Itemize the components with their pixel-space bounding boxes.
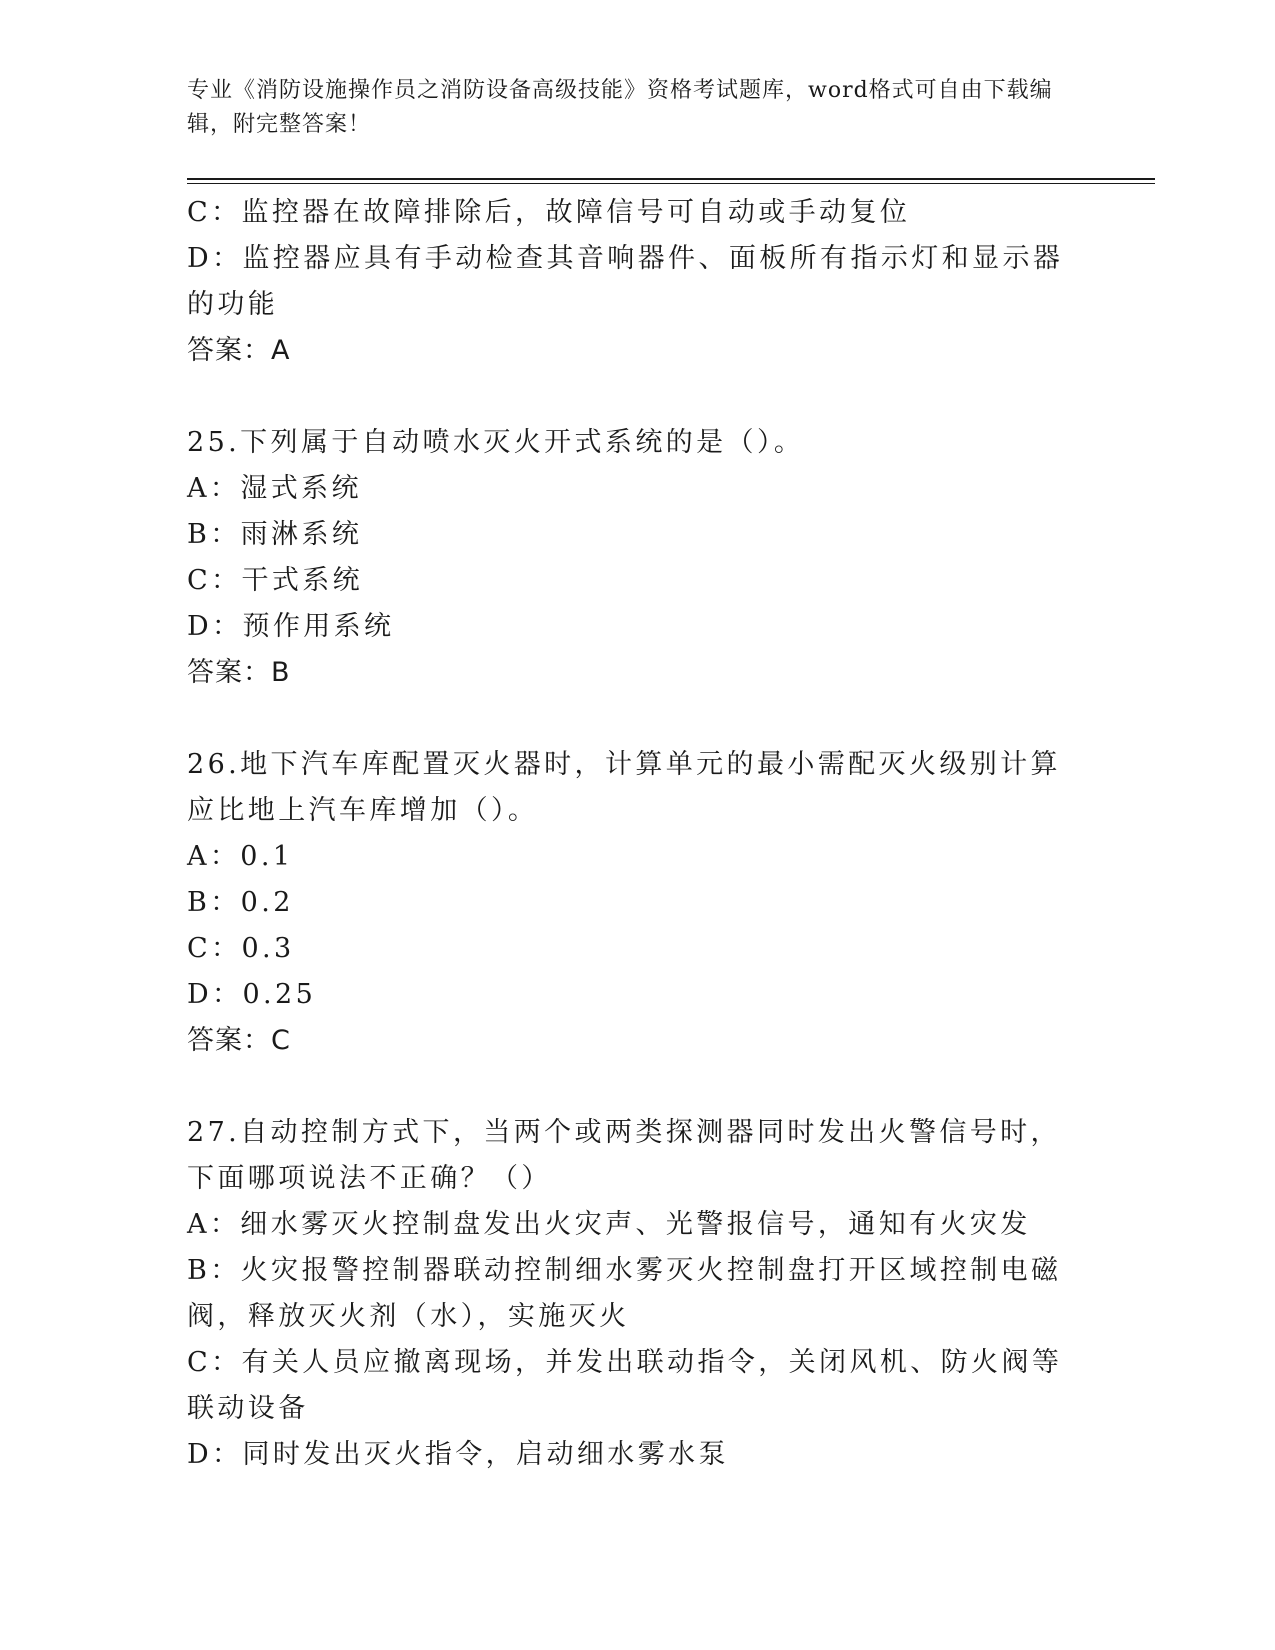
question-26-stem: 26.地下汽车库配置灭火器时，计算单元的最小需配灭火级别计算应比地上汽车库增加（）。 xyxy=(187,749,1061,826)
option-d: D：同时发出灭火指令，启动细水雾水泵 xyxy=(187,1439,729,1470)
option-c: C：监控器在故障排除后，故障信号可自动或手动复位 xyxy=(187,197,911,228)
header-rule-thick xyxy=(187,178,1155,180)
option-c: C：干式系统 xyxy=(187,565,364,596)
option-a: A：0.1 xyxy=(187,841,294,872)
question-content xyxy=(187,190,1067,1478)
question-27-stem: 27.自动控制方式下，当两个或两类探测器同时发出火警信号时，下面哪项说法不正确？（） xyxy=(187,1117,1061,1194)
answer-line: 答案：A xyxy=(187,335,291,366)
option-d: D：监控器应具有手动检查其音响器件、面板所有指示灯和显示器的功能 xyxy=(187,243,1064,320)
document-header: 专业《消防设施操作员之消防设备高级技能》资格考试题库，word格式可自由下载编辑，附完整答案！ xyxy=(187,78,1053,137)
option-a: A：细水雾灭火控制盘发出火灾声、光警报信号，通知有火灾发 xyxy=(187,1209,1031,1240)
question-27-block xyxy=(187,1110,1067,1478)
option-b: B：0.2 xyxy=(187,887,294,918)
previous-question-block xyxy=(187,190,1067,374)
option-d: D：预作用系统 xyxy=(187,611,395,642)
question-25-stem: 25.下列属于自动喷水灭火开式系统的是（）。 xyxy=(187,427,805,458)
answer-line: 答案：B xyxy=(187,657,291,688)
option-c: C：有关人员应撤离现场，并发出联动指令，关闭风机、防火阀等联动设备 xyxy=(187,1347,1063,1424)
option-d: D：0.25 xyxy=(187,979,317,1010)
question-26-block xyxy=(187,742,1067,1064)
option-a: A：湿式系统 xyxy=(187,473,362,504)
answer-line: 答案：C xyxy=(187,1025,291,1056)
question-25-block xyxy=(187,420,1067,696)
header-rule-thin xyxy=(187,183,1155,184)
option-c: C：0.3 xyxy=(187,933,295,964)
option-b: B：火灾报警控制器联动控制细水雾灭火控制盘打开区域控制电磁阀，释放灭火剂（水），实施灭火 xyxy=(187,1255,1062,1332)
option-b: B：雨淋系统 xyxy=(187,519,363,550)
